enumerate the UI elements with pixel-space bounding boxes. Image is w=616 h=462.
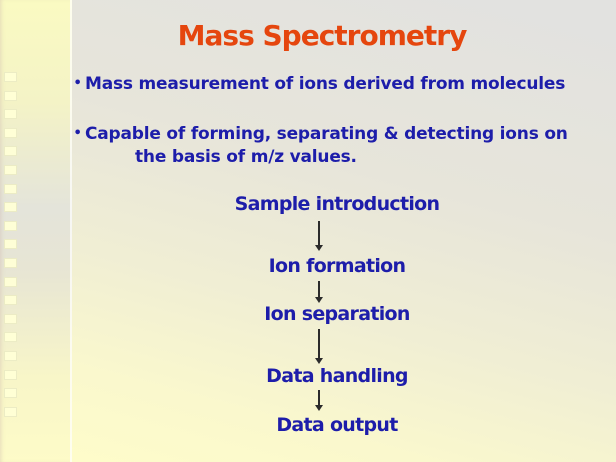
filmstrip-square <box>4 128 17 138</box>
flow-step-ion-formation: Ion formation <box>268 255 406 277</box>
filmstrip-square <box>4 202 17 212</box>
filmstrip-square <box>4 184 17 194</box>
filmstrip-square <box>4 258 17 268</box>
filmstrip-square <box>4 407 17 417</box>
flow-step-ion-separation: Ion separation <box>264 303 410 325</box>
bullet-marker: • <box>73 76 82 91</box>
arrow-head <box>315 405 323 411</box>
flow-step-data-handling: Data handling <box>266 365 408 387</box>
filmstrip-square <box>4 314 17 324</box>
filmstrip-square <box>4 146 17 156</box>
arrow-shaft <box>318 221 320 245</box>
bullet-marker: • <box>73 126 82 141</box>
filmstrip-square <box>4 277 17 287</box>
bullet-item-1 <box>70 73 565 95</box>
filmstrip-square <box>4 165 17 175</box>
filmstrip-square <box>4 332 17 342</box>
filmstrip-square <box>4 91 17 101</box>
filmstrip-square <box>4 295 17 305</box>
slide-title: Mass Spectrometry <box>177 19 467 52</box>
left-decorative-strip <box>0 0 72 462</box>
filmstrip-square <box>4 351 17 361</box>
arrow-head <box>315 245 323 251</box>
arrow-shaft <box>318 281 320 297</box>
filmstrip-square <box>4 370 17 380</box>
down-arrow-icon <box>310 390 327 411</box>
filmstrip-square <box>4 388 17 398</box>
filmstrip-square <box>4 109 17 119</box>
arrow-head <box>315 358 323 364</box>
bullet-text-continued: the basis of m/z values. <box>135 147 357 167</box>
arrow-shaft <box>318 390 320 405</box>
bullet-text: Mass measurement of ions derived from molecules <box>85 74 566 94</box>
filmstrip-square <box>4 72 17 82</box>
down-arrow-icon <box>310 221 327 251</box>
down-arrow-icon <box>310 281 327 303</box>
filmstrip-squares <box>4 72 17 424</box>
flow-step-data-output: Data output <box>276 414 398 436</box>
bullet-item-2 <box>70 123 568 145</box>
bullet-text: Capable of forming, separating & detecting ions on <box>85 124 568 144</box>
arrow-shaft <box>318 329 320 358</box>
filmstrip-square <box>4 239 17 249</box>
down-arrow-icon <box>310 329 327 364</box>
filmstrip-square <box>4 221 17 231</box>
flow-step-sample-introduction: Sample introduction <box>234 193 440 215</box>
